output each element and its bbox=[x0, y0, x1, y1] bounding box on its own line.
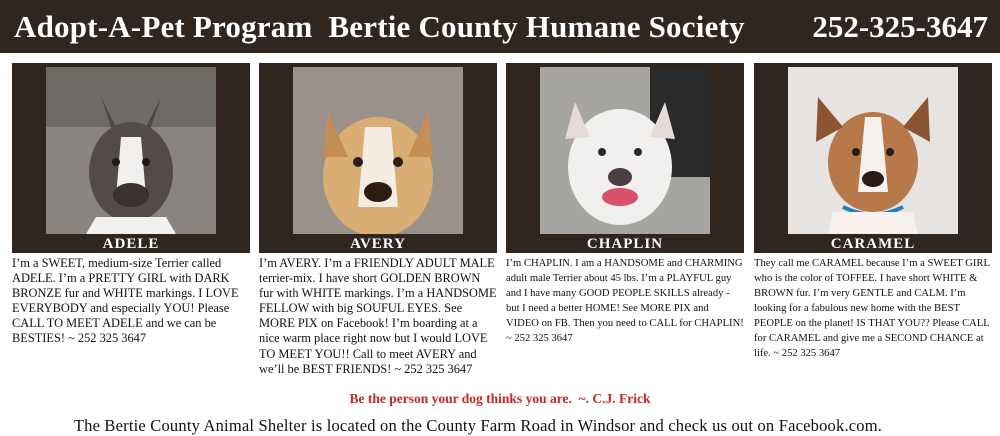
pet-description: I’m a SWEET, medium-size Terrier called ADELE. I’m a PRETTY GIRL with DARK BRONZE fur and WHITE markings. I LOVE EVERYBODY and especially YOU! Please CALL TO MEET ADELE and we can be BESTIES! ~ 252 325 3647 bbox=[12, 256, 239, 346]
footer-text: The Bertie County Animal Shelter is located on the County Farm Road in Windsor and check us out on Facebook.com. bbox=[73, 416, 883, 435]
pet-card-adele bbox=[12, 63, 250, 347]
photo-frame bbox=[506, 63, 744, 234]
program-title: Adopt-A-Pet Program Bertie County Humane Society bbox=[14, 8, 745, 44]
phone-number: 252-325-3647 bbox=[812, 8, 988, 44]
pet-name: CARAMEL bbox=[754, 234, 992, 253]
pet-name: AVERY bbox=[259, 234, 497, 253]
pet-card-caramel bbox=[754, 63, 992, 361]
dog-photo bbox=[540, 67, 710, 234]
pet-description: They call me CARAMEL because I’m a SWEET GIRL who is the color of TOFFEE. I have short WHITE & BROWN fur. I’m very GENTLE and CALM. I’m looking for a fabulous new home with the BEST PEOPLE on the planet! IS THAT YOU?? Please CALL for CARAMEL and give me a SECOND CHANCE at life. ~ 252 325 3647 bbox=[754, 258, 990, 359]
dog-photo bbox=[293, 67, 463, 234]
pet-card-avery bbox=[259, 63, 497, 377]
header-banner bbox=[0, 0, 1000, 53]
photo-frame bbox=[754, 63, 992, 234]
pet-name: CHAPLIN bbox=[506, 234, 744, 253]
photo-frame bbox=[12, 63, 250, 234]
dog-photo bbox=[788, 67, 958, 234]
pet-description: I’m CHAPLIN. I am a HANDSOME and CHARMING adult male Terrier about 45 lbs. I’m a PLAYFUL guy and I have many GOOD PEOPLE SKILLS already - but I need a better HOME! See MORE PIX and VIDEO on FB. Then you need to CALL for CHAPLIN! ~ 252 325 3647 bbox=[506, 258, 744, 344]
quote: Be the person your dog thinks you are. ~. C.J. Frick bbox=[349, 391, 651, 406]
pet-card-chaplin bbox=[506, 63, 744, 346]
pet-name: ADELE bbox=[12, 234, 250, 253]
pet-description: I’m AVERY. I’m a FRIENDLY ADULT MALE terrier-mix. I have short GOLDEN BROWN fur with WHITE markings. I’m a HANDSOME FELLOW with big SOUFUL EYES. See MORE PIX on Facebook! I’m boarding at a nice warm place right now but I would LOVE TO MEET YOU!! Call to meet AVERY and we’ll be BEST FRIENDS! ~ 252 325 3647 bbox=[259, 256, 497, 376]
photo-frame bbox=[259, 63, 497, 234]
dog-photo bbox=[46, 67, 216, 234]
